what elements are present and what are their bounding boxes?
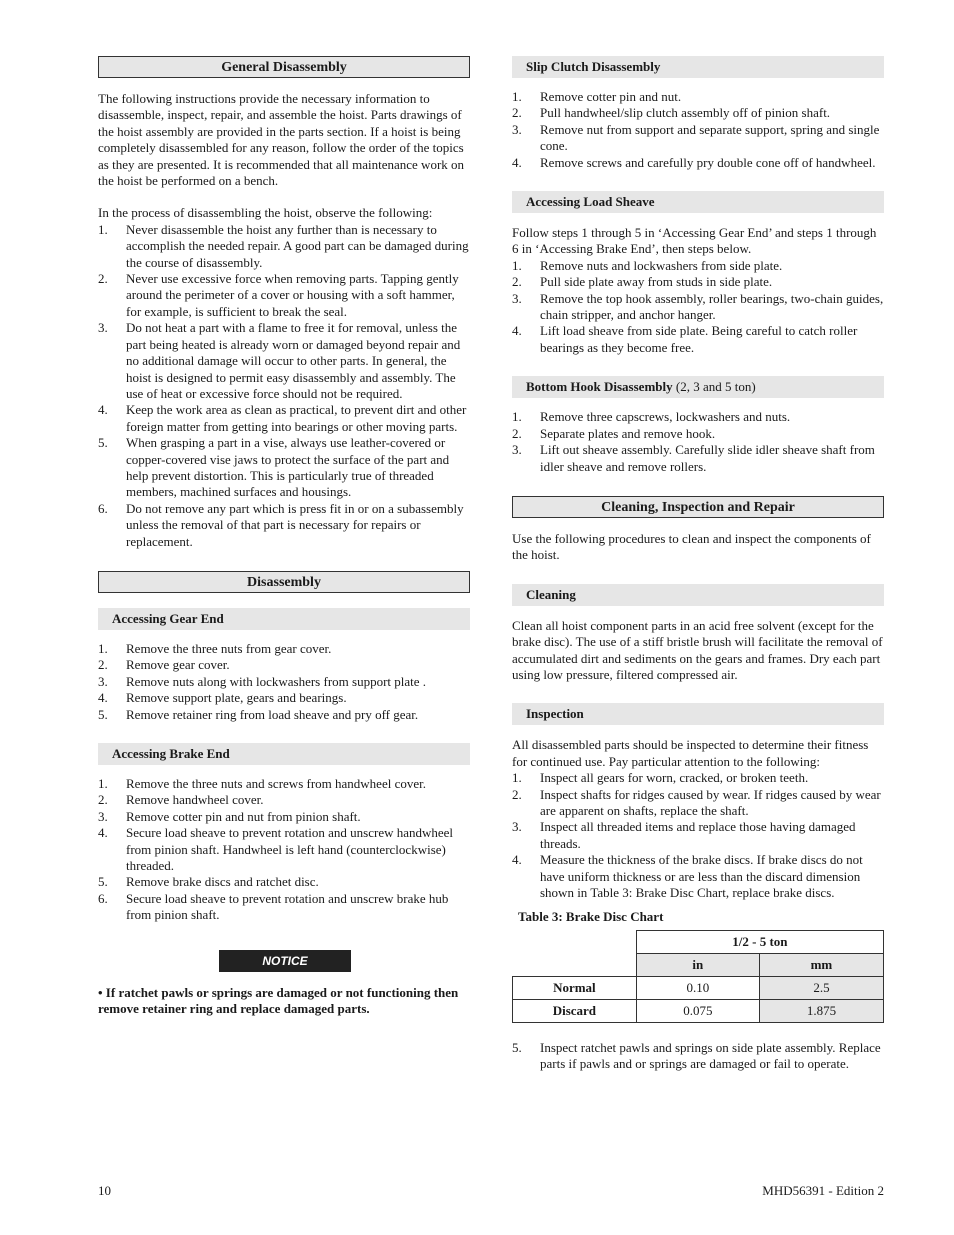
- brake-end-list: [98, 776, 470, 924]
- inspection-list: [512, 770, 884, 901]
- list-item: 4. Lift load sheave from side plate. Being careful to catch roller bearings as they become free.: [512, 323, 858, 355]
- list-item: 3. Remove nut from support and separate support, spring and single cone.: [512, 121, 880, 154]
- table-row: [513, 976, 884, 999]
- table-cell: [513, 930, 637, 953]
- table-group-header: 1/2 - 5 ton: [636, 930, 883, 953]
- list-item: 2. Remove handwheel cover.: [98, 792, 264, 808]
- bottom-hook-list: [512, 409, 884, 475]
- list-item: 6. Secure load sheave to prevent rotation and unscrew brake hub from pinion shaft.: [98, 890, 449, 923]
- list-item: 3. Remove nuts along with lockwashers from support plate .: [98, 673, 427, 689]
- brake-disc-table: [512, 930, 884, 1023]
- list-item: 4. Measure the thickness of the brake discs. If brake discs do not have uniform thickness or are less than the discard dimension shown in Table 3: Brake Disc Chart, replace brake discs.: [512, 852, 863, 900]
- right-column: [512, 56, 884, 1073]
- table-cell: 0.075: [636, 999, 759, 1022]
- general-disassembly-heading: General Disassembly: [98, 56, 470, 78]
- general-intro-paragraph: The following instructions provide the necessary information to disassemble, inspect, repair, and assemble the hoist. Parts drawings of the hoist assembly are provided in the parts section. If a hoist is being completely disassembled for any reason, follow the order of the topics as they are presented. It is recommended that all maintenance work on the hoist be performed on a bench.: [98, 91, 465, 189]
- list-item: 1. Remove nuts and lockwashers from side plate.: [512, 257, 783, 273]
- list-item: 1. Remove cotter pin and nut.: [512, 89, 682, 104]
- general-rules-list: [98, 222, 470, 550]
- list-item: 2. Inspect shafts for ridges caused by wear. If ridges caused by wear are apparent on shafts, replace the shaft.: [512, 786, 881, 818]
- list-item: 1. Remove the three nuts from gear cover.: [98, 640, 332, 656]
- list-item: 5. Remove brake discs and ratchet disc.: [98, 874, 319, 890]
- inspection-intro: All disassembled parts should be inspected to determine their fitness for continued use. Pay particular attention to the following:: [512, 737, 869, 769]
- document-id: MHD56391 - Edition 2: [762, 1183, 884, 1198]
- load-sheave-heading: Accessing Load Sheave: [512, 191, 884, 213]
- disassembly-heading: Disassembly: [98, 571, 470, 593]
- cir-intro: Use the following procedures to clean and inspect the components of the hoist.: [512, 530, 871, 563]
- table-row: [513, 953, 884, 976]
- list-item: 1. Remove the three nuts and screws from handwheel cover.: [98, 776, 426, 791]
- list-item: 1. Never disassemble the hoist any further than is necessary to accomplish the needed repair. A good part can be damaged during the course of disassembly.: [98, 221, 469, 270]
- list-item: 4. Keep the work area as clean as practical, to prevent dirt and other foreign matter from getting into bearings or other moving parts.: [98, 402, 467, 434]
- list-item: 4. Remove screws and carefully pry double cone off of handwheel.: [512, 154, 876, 170]
- list-item: 3. Do not heat a part with a flame to free it for removal, unless the part being heated is already worn or damaged beyond repair and no additional damage will occur to other parts. In general, the hoist is designed to permit easy disassembly and assembly. The use of heat or excessive force should not be required.: [98, 320, 461, 401]
- table-row-label: Discard: [513, 999, 637, 1022]
- list-item: 3. Lift out sheave assembly. Carefully slide idler sheave shaft from idler sheave and remove rollers.: [512, 442, 875, 474]
- list-item: 5. When grasping a part in a vise, always use leather-covered or copper-covered vise jaws to protect the surface of the part and help prevent distortion. This is particularly true of threaded members, machined surfaces and housings.: [98, 435, 450, 500]
- notice-label: NOTICE: [219, 950, 351, 972]
- general-observe-paragraph: In the process of disassembling the hoist, observe the following:: [98, 205, 433, 221]
- gear-end-list: [98, 641, 470, 723]
- notice-text: • If ratchet pawls or springs are damaged or not functioning then remove retainer ring and replace damaged parts.: [98, 984, 459, 1017]
- page-number: 10: [98, 1183, 111, 1198]
- list-item: 3. Inspect all threaded items and replace those having damaged threads.: [512, 819, 856, 851]
- cleaning-paragraph: Clean all hoist component parts in an acid free solvent (except for the brake disc). The use of a stiff bristle brush will facilitate the removal of accumulated dirt and sediments on the gears and frames. Dry each part using low pressure, filtered compressed air.: [512, 617, 883, 682]
- list-item: 2. Pull side plate away from studs in side plate.: [512, 274, 773, 290]
- inspection-list-continued: [512, 1040, 884, 1073]
- table-cell: 2.5: [759, 976, 883, 999]
- table-header-in: in: [636, 953, 759, 976]
- slip-clutch-list: [512, 89, 884, 171]
- list-item: 4. Remove support plate, gears and bearings.: [98, 690, 347, 706]
- accessing-brake-end-heading: Accessing Brake End: [98, 743, 470, 765]
- left-column: [98, 56, 470, 1017]
- list-item: 5. Remove retainer ring from load sheave and pry off gear.: [98, 706, 419, 722]
- table-row: [513, 999, 884, 1022]
- table-header-mm: mm: [759, 953, 883, 976]
- cleaning-inspection-heading: Cleaning, Inspection and Repair: [512, 496, 884, 518]
- list-item: 2. Never use excessive force when removing parts. Tapping gently around the perimeter of a cover or housing with a soft hammer, for example, is sufficient to break the seal.: [98, 271, 459, 319]
- list-item: 1. Inspect all gears for worn, cracked, or broken teeth.: [512, 770, 809, 786]
- table-cell: 1.875: [759, 999, 883, 1022]
- list-item: 4. Secure load sheave to prevent rotation and unscrew handwheel from pinion shaft. Handwheel is left hand (counterclockwise) threaded.: [98, 825, 454, 874]
- accessing-gear-end-heading: Accessing Gear End: [98, 608, 470, 630]
- inspection-heading: Inspection: [512, 703, 884, 725]
- table-caption: Table 3: Brake Disc Chart: [518, 909, 664, 925]
- list-item: 5. Inspect ratchet pawls and springs on side plate assembly. Replace parts if pawls and or springs are damaged or fail to operate.: [512, 1039, 881, 1072]
- list-item: 6. Do not remove any part which is press fit in or on a subassembly unless the removal of that part is necessary for repairs or replacement.: [98, 500, 464, 549]
- list-item: 1. Remove three capscrews, lockwashers and nuts.: [512, 409, 791, 425]
- table-row: [513, 930, 884, 953]
- load-sheave-list: [512, 258, 884, 356]
- bottom-hook-heading: Bottom Hook Disassembly (2, 3 and 5 ton): [512, 376, 884, 398]
- cleaning-heading: Cleaning: [512, 584, 884, 606]
- table-row-label: Normal: [513, 976, 637, 999]
- slip-clutch-heading: Slip Clutch Disassembly: [512, 56, 884, 78]
- list-item: 3. Remove the top hook assembly, roller bearings, two-chain guides, chain stripper, and anchor hanger.: [512, 290, 884, 323]
- list-item: 2. Pull handwheel/slip clutch assembly off of pinion shaft.: [512, 105, 831, 121]
- load-sheave-intro: Follow steps 1 through 5 in ‘Accessing Gear End’ and steps 1 through 6 in ‘Accessing Brake End’, then steps below.: [512, 225, 877, 257]
- table-cell: 0.10: [636, 976, 759, 999]
- list-item: 3. Remove cotter pin and nut from pinion shaft.: [98, 808, 361, 824]
- list-item: 2. Separate plates and remove hook.: [512, 425, 716, 441]
- table-cell: [513, 953, 637, 976]
- list-item: 2. Remove gear cover.: [98, 657, 230, 673]
